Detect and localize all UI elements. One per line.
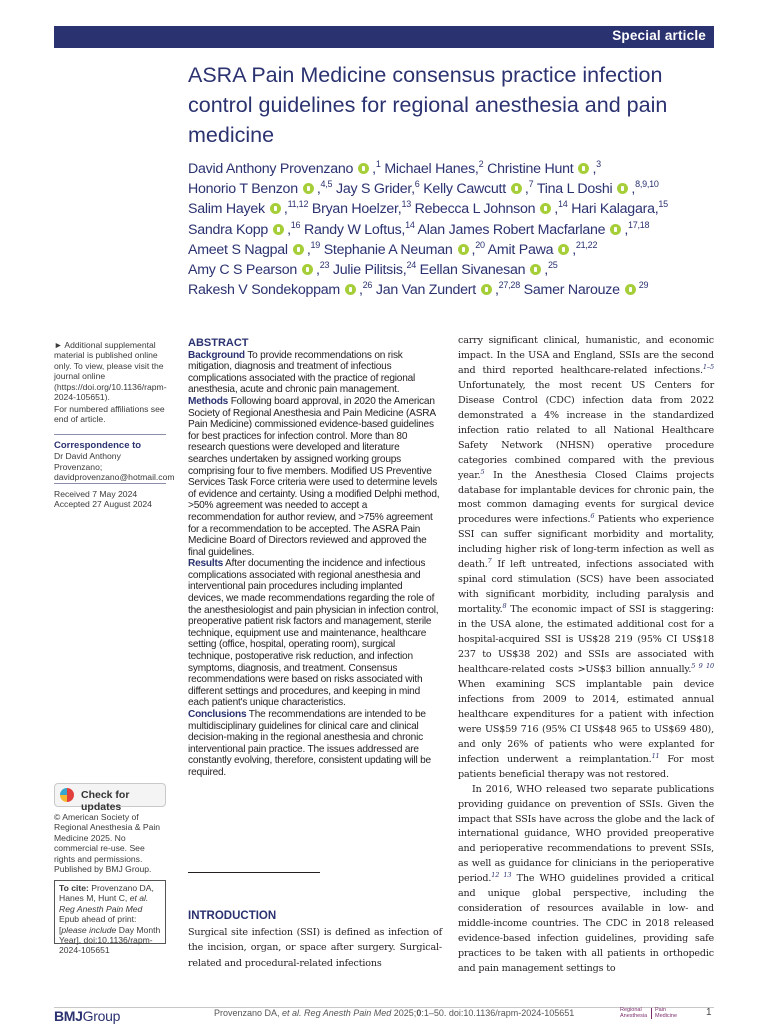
author-name[interactable]: Sandra Kopp — [188, 221, 269, 238]
abstract-results: Results After documenting the incidence and infectious complications associated with regional anesthesia and interventional pain procedures including implanted devices, we made recommendations regarding the role of the anesthesiologist and pain physician in infection control, preoperative patient risk factors and management, sterile technique, equipment use and maintenance, healthcare setting (office, hospital, operating room), surgical technique, postoperative risk reduction, and infection symptoms, diagnosis, and treatment. Consensus recommendations were based on risks associated with different settings and procedures, and keeping in mind each patient's unique characteristics. — [188, 558, 439, 709]
correspondence-email[interactable]: davidprovenzano@hotmail.com — [54, 472, 175, 483]
author-name[interactable]: Kelly Cawcutt — [419, 181, 506, 198]
author-name[interactable]: Eellan Sivanesan — [415, 262, 526, 279]
author-name[interactable]: Stephanie A Neuman — [320, 241, 453, 258]
reference-link[interactable]: 5 9 10 — [691, 661, 714, 670]
author-name[interactable]: Julie Pilitsis, — [329, 262, 407, 279]
correspondence-name: Dr David Anthony Provenzano; — [54, 451, 121, 472]
affiliations-note: For numbered affiliations see end of article. — [54, 404, 165, 425]
abstract-heading: ABSTRACT — [188, 337, 249, 349]
author-name[interactable]: Randy W Loftus, — [300, 221, 406, 238]
reference-link[interactable]: 5 — [480, 467, 485, 476]
orcid-icon[interactable] — [540, 203, 551, 214]
author-name[interactable]: Tina L Doshi — [533, 181, 613, 198]
orcid-icon[interactable] — [578, 163, 589, 174]
author-name[interactable]: Honorio T Benzon — [188, 181, 298, 198]
author-name[interactable]: Amy C S Pearson — [188, 262, 298, 279]
reference-link[interactable]: 6 — [590, 512, 595, 521]
check-for-updates-label: Check for updates — [81, 789, 130, 813]
orcid-icon[interactable] — [358, 163, 369, 174]
orcid-icon[interactable] — [270, 203, 281, 214]
footer-citation: Provenzano DA, et al. Reg Anesth Pain Med 2025;0:1–50. doi:10.1136/rapm-2024-105651 — [214, 1008, 575, 1018]
copyright-note: © American Society of Regional Anesthesia & Pain Medicine 2025. No commercial re-use. See rights and permissions. Published by BMJ Group. — [54, 812, 161, 875]
dates-block — [54, 489, 166, 510]
reference-link[interactable]: 1–5 — [702, 362, 714, 371]
body-text — [458, 334, 714, 977]
abstract-divider — [188, 872, 320, 873]
cite-heading: To cite: — [59, 883, 89, 893]
author-name[interactable]: Samer Narouze — [519, 282, 620, 299]
author-name[interactable]: Alan James Robert Macfarlane — [414, 221, 606, 238]
received-date: Received 7 May 2024 — [54, 489, 138, 499]
orcid-icon[interactable] — [302, 264, 313, 275]
orcid-icon[interactable] — [530, 264, 541, 275]
author-name[interactable]: Rebecca L Johnson — [410, 201, 536, 218]
orcid-icon[interactable] — [511, 183, 522, 194]
body-paragraph: carry significant clinical, humanistic, and economic impact. In the USA and England, SSIs are the second and third reported healthcare-related infections.$^{1-5}$ Unfortunately, the most recent US Centers for Disease Control (CDC) infection data from 2022 demonstrated a 4% increase in the standardized infection ratio related to all National Healthcare Safety Network (NHSN) operative procedure categories combined compared with the previous year.$^5$ In the Anesthesia Closed Claims projects database for implantable devices for chronic pain, the most common damaging events for surgical device procedures were infections.$^6$ Patients who experience SSI can suffer significant morbidity and mortality, including higher risk of long-term infection as well as death.$^7$ If left untreated, infections associated with spinal cord stimulation (SCS) have been associated with significant morbidity, including paralysis and mortality.$^8$ The economic impact of SSI is staggering: in the USA alone, the estimated additional cost for a hospital-acquired SSI is US$28 219 (95% CI US$18 237 to US$38 202) and SSIs are associated with healthcare-related costs >US$3 billion annually.$^{5 9 10}$ When examining SCS implantable pain device infections from 2009 to 2014, estimated annual healthcare expenditures for a patient with infection were US$59 716 (95% CI US$48 965 to US$69 480), and only 26% of patients who were explanted for infection underwent a reimplantation.$^{11}$ For most patients beneficial therapy was not restored. — [458, 335, 715, 780]
orcid-icon[interactable] — [625, 284, 636, 295]
author-line: Honorio T Benzon ,$^{4,5}$ Jay S Grider,$^6$ Kelly Cawcutt ,$^7$ Tina L Doshi ,$^{8,9,10}$ — [188, 179, 659, 198]
orcid-icon[interactable] — [610, 224, 621, 235]
author-name[interactable]: Hari Kalagara, — [567, 201, 659, 218]
sidebar-divider — [54, 434, 166, 435]
author-line: Rakesh V Sondekoppam ,$^{26}$ Jan Van Zundert ,$^{27,28}$ Samer Narouze $^{29}$ — [188, 280, 649, 299]
author-name[interactable]: Christine Hunt — [483, 161, 574, 177]
citation-box: To cite: Provenzano DA, Hanes M, Hunt C, et al. Reg Anesth Pain Med Epub ahead of print: [please include Day Month Year]. doi:10.1136/rapm-2024-105651 — [54, 880, 166, 944]
orcid-icon[interactable] — [345, 284, 356, 295]
author-name[interactable]: Jan Van Zundert — [372, 282, 476, 299]
orcid-icon[interactable] — [558, 244, 569, 255]
correspondence-block — [54, 440, 175, 483]
accepted-date: Accepted 27 August 2024 — [54, 499, 152, 510]
page-number: 1 — [706, 1007, 712, 1018]
abstract-background: Background To provide recommendations on risk mitigation, diagnosis and treatment of infectious complications associated with the practice of regional anesthesia, acute and chronic pain management. — [188, 349, 416, 396]
article-title: ASRA Pain Medicine consensus practice infection control guidelines for regional anesthesia and pain medicine — [188, 63, 668, 147]
author-name[interactable]: Amit Pawa — [484, 241, 554, 258]
crossmark-icon — [60, 788, 74, 802]
reference-link[interactable]: 11 — [651, 751, 660, 760]
journal-logo: Regional Anesthesia Pain Medicine — [620, 1007, 678, 1019]
introduction-heading: INTRODUCTION — [188, 910, 277, 922]
orcid-icon[interactable] — [481, 284, 492, 295]
author-name[interactable]: Ameet S Nagpal — [188, 241, 288, 258]
author-name[interactable]: Jay S Grider, — [332, 181, 415, 198]
orcid-icon[interactable] — [617, 183, 628, 194]
orcid-icon[interactable] — [303, 183, 314, 194]
check-for-updates-button[interactable] — [54, 783, 166, 813]
bmj-group-logo[interactable]: BMJGroup — [54, 1008, 121, 1024]
author-list — [188, 159, 708, 300]
abstract-conclusions: Conclusions The recommendations are intended to be multidisciplinary guidelines for clinical care and clinical decision-making in the regional anesthesia and chronic interventional pain practice. The issues addressed are constantly evolving, therefore, consistent updating will be required. — [188, 709, 431, 778]
author-line: Salim Hayek ,$^{11,12}$ Bryan Hoelzer,$^{13}$ Rebecca L Johnson ,$^{14}$ Hari Kalagara,$^{15}$ — [188, 199, 668, 218]
abstract-methods: Methods Following board approval, in 2020 the American Society of Regional Anesthesia and Pain Medicine (ASRA Pain Medicine) commissioned evidence-based guidelines for best practices for infection control. More than 80 research questions were developed and literature searches undertaken by assigned working groups comprising four to five members. Modified US Preventive Services Task Force criteria were used to determine levels of evidence and certainty. Using a modified Delphi method, >50% agreement was needed to accept a recommendation for author review, and >75% agreement for a recommendation to be accepted. The ASRA Pain Medicine Board of Directors reviewed and approved the final guidelines. — [188, 395, 440, 558]
abstract — [188, 338, 440, 779]
sidebar-divider — [54, 483, 166, 484]
author-line: Amy C S Pearson ,$^{23}$ Julie Pilitsis,$^{24}$ Eellan Sivanesan ,$^{25}$ — [188, 260, 558, 279]
section-label: Special article — [612, 28, 706, 43]
author-line: Ameet S Nagpal ,$^{19}$ Stephanie A Neuman ,$^{20}$ Amit Pawa ,$^{21,22}$ — [188, 239, 598, 258]
author-name[interactable]: Bryan Hoelzer, — [308, 201, 402, 218]
author-name[interactable]: Rakesh V Sondekoppam — [188, 282, 340, 299]
body-paragraph: In 2016, WHO released two separate publications providing guidance on prevention of SSIs. Given the impact that SSIs have across the globe and the lack of international guidance, WHO provided preoperative and perioperative recommendations to prevent SSIs, as well as guidance for clinicians in the perioperative period.$^{12 13}$ The WHO guidelines provided a critical and unique global perspective, including the consideration of resources available in low- and middle-income countries. The CDC in 2018 released evidence-based infection guidelines, providing safe practices to be taken with all patients in orthopedic and pain management settings to — [458, 783, 715, 975]
introduction-text: Surgical site infection (SSI) is defined as infection of the incision, organ, or space after surgery. Surgical-related and procedural-related infections — [188, 927, 442, 969]
section-banner — [54, 26, 714, 48]
orcid-icon[interactable] — [273, 224, 284, 235]
author-name[interactable]: Michael Hanes, — [380, 161, 479, 177]
reference-link[interactable]: 12 13 — [491, 871, 512, 880]
author-name[interactable]: Salim Hayek — [188, 201, 265, 218]
reference-link[interactable]: 7 — [487, 557, 492, 566]
correspondence-heading: Correspondence to — [54, 440, 142, 451]
orcid-icon[interactable] — [458, 244, 469, 255]
author-line: Sandra Kopp ,$^{16}$ Randy W Loftus,$^{14}$ Alan James Robert Macfarlane ,$^{17,18}$ — [188, 219, 650, 238]
orcid-icon[interactable] — [293, 244, 304, 255]
author-line: David Anthony Provenzano ,$^1$ Michael Hanes,$^2$ Christine Hunt ,$^3$ — [188, 159, 601, 177]
author-name[interactable]: David Anthony Provenzano — [188, 161, 354, 177]
reference-link[interactable]: 8 — [502, 602, 507, 611]
supplemental-note[interactable]: ► Additional supplemental material is published online only. To view, please visit the journal online (https://doi.org/10.1136/rapm-2024-105651). — [54, 340, 167, 403]
